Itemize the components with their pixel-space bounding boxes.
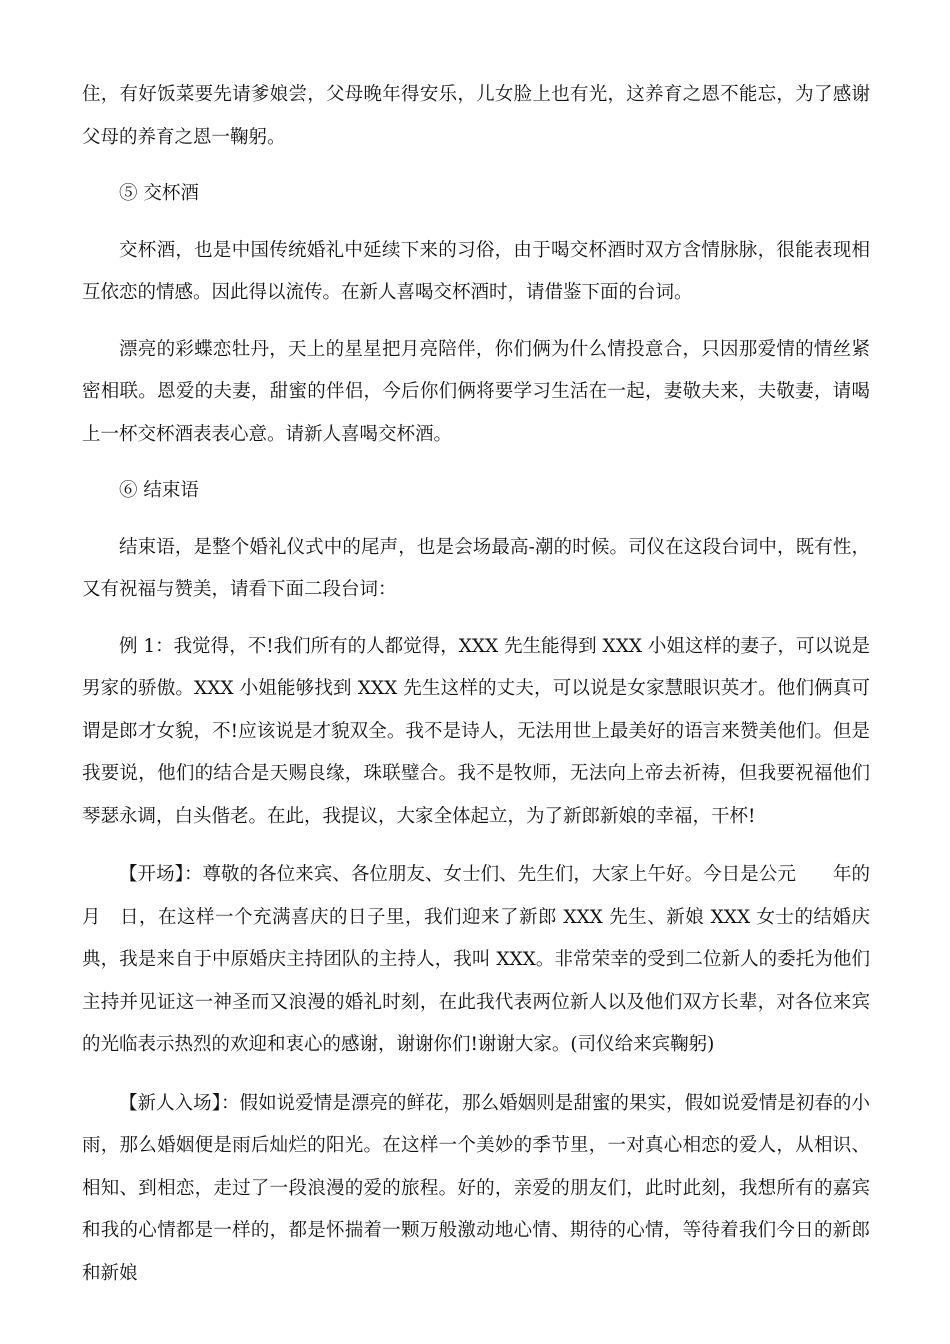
entrance-text: ：假如说爱情是漂亮的鲜花，那么婚姻则是甜蜜的果实，假如说爱情是初春的小雨，那么婚姻便是雨后灿烂的阳光。在这样一个美妙的季节里，一对真心相恋的爱人，从相识、相知、到相恋，走过了一段浪漫的爱的旅程。好的，亲爱的朋友们，此时此刻，我想所有的嘉宾和我的心情都是一样的，都是怀揣着一颗万般激动地心情、期待的心情，等待着我们今日的新郎和新娘 xyxy=(82,1092,870,1284)
spacer xyxy=(82,315,870,329)
spacer xyxy=(82,216,870,230)
spacer xyxy=(82,513,870,527)
paragraph-opening xyxy=(82,854,870,1067)
spacer xyxy=(82,1067,870,1083)
opening-text: ：尊敬的各位来宾、各位朋友、女士们、先生们，大家上午好。今日是公元 年的月 日，在这样一个充满喜庆的日子里，我们迎来了新郎 XXX 先生、新娘 XXX 女士的结婚庆典，我是来自于中原婚庆主持团队的主持人，我叫 XXX。非常荣幸的受到二位新人的委托为他们主持并见证这一神圣而又浪漫的婚礼时刻，在此我代表两位新人以及他们双方长辈，对各位来宾的光临表示热烈的欢迎和衷心的感谢，谢谢你们!谢谢大家。(司仪给来宾鞠躬) xyxy=(82,864,870,1055)
section-heading-closing: ⑥ 结束语 xyxy=(119,480,199,501)
entrance-label: 【新人入场】 xyxy=(119,1092,222,1114)
paragraph-example-1: 例 1：我觉得，不!我们所有的人都觉得，XXX 先生能得到 XXX 小姐这样的妻子，可以说是男家的骄傲。XXX 小姐能够找到 XXX 先生这样的丈夫，可以说是女家慧眼识英才。他们俩真可谓是郎才女貌，不!应该说是才貌双全。我不是诗人，无法用世上最美好的语言来赞美他们。但是我要说，他们的结合是天赐良缘，珠联璧合。我不是牧师，无法向上帝去祈祷，但我要祝福他们琴瑟永调，白头偕老。在此，我提议，大家全体起立，为了新郎新娘的幸福，干杯! xyxy=(82,635,870,827)
paragraph-parents-gratitude: 住，有好饭菜要先请爹娘尝，父母晚年得安乐，儿女脸上也有光，这养育之恩不能忘，为了感谢父母的养育之恩一鞠躬。 xyxy=(82,84,870,148)
spacer xyxy=(82,612,870,626)
paragraph-newlyweds-entrance xyxy=(82,1083,870,1296)
spacer xyxy=(82,456,870,470)
document-page xyxy=(82,74,870,1295)
opening-label: 【开场】 xyxy=(119,864,184,885)
spacer xyxy=(82,159,870,173)
paragraph-jiaobeijiu-script: 漂亮的彩蝶恋牡丹，天上的星星把月亮陪伴，你们俩为什么情投意合，只因那爱情的情丝紧密相联。恩爱的夫妻，甜蜜的伴侣，今后你们俩将要学习生活在一起，妻敬夫来，夫敬妻，请喝上一杯交杯酒表表心意。请新人喜喝交杯酒。 xyxy=(82,338,870,445)
paragraph-closing-intro: 结束语，是整个婚礼仪式中的尾声，也是会场最高-潮的时候。司仪在这段台词中，既有性，又有祝福与赞美，请看下面二段台词： xyxy=(82,536,870,600)
section-heading-jiaobeijiu: ⑤ 交杯酒 xyxy=(119,183,199,204)
spacer xyxy=(82,838,870,854)
paragraph-jiaobeijiu-intro: 交杯酒，也是中国传统婚礼中延续下来的习俗，由于喝交杯酒时双方含情脉脉，很能表现相互依恋的情感。因此得以流传。在新人喜喝交杯酒时，请借鉴下面的台词。 xyxy=(82,239,870,303)
